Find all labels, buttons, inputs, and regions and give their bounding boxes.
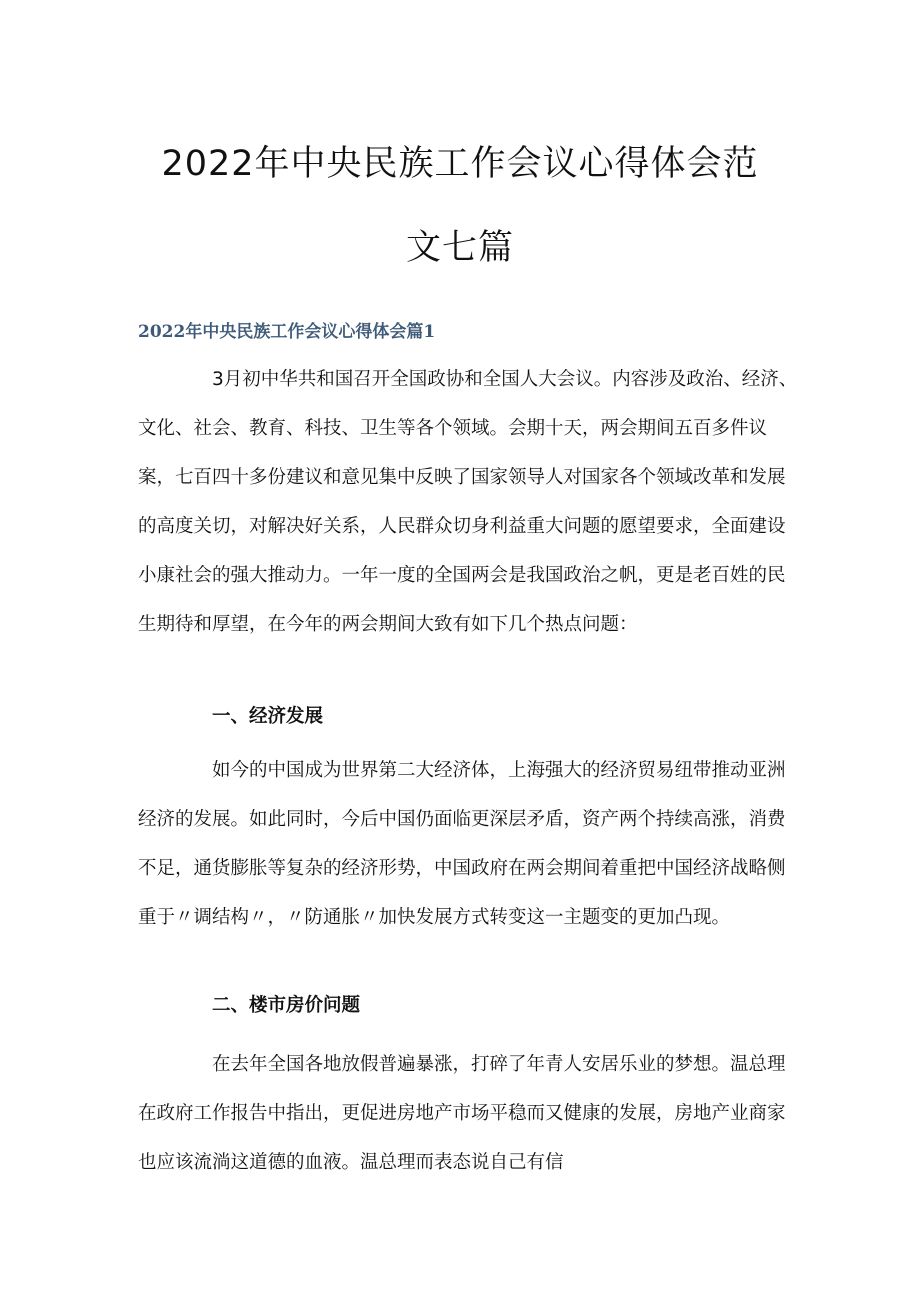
document-title-line-1: 2022年中央民族工作会议心得体会范 (161, 144, 759, 184)
subheading-economy: 一、经济发展 (212, 706, 324, 727)
paragraph-intro: 3月初中华共和国召开全国政协和全国人大会议。内容涉及政治、经济、文化、社会、教育、科技、卫生等各个领域。会期十天，两会期间五百多件议案，七百四十多份建议和意见集中反映了国家领导人对国家各个领域改革和发展的高度关切，对解决好关系，人民群众切身利益重大问题的愿望要求，全面建设小康社会的强大推动力。一年一度的全国两会是我国政治之帆，更是老百姓的民生期待和厚望，在今年的两会期间大致有如下几个热点问题： (138, 369, 798, 635)
section-heading: 2022年中央民族工作会议心得体会篇1 (138, 322, 436, 342)
paragraph-housing: 在去年全国各地放假普遍暴涨，打碎了年青人安居乐业的梦想。温总理在政府工作报告中指出，更促进房地产市场平稳而又健康的发展，房地产业商家也应该流淌这道德的血液。温总理而表态说自己有信 (138, 1054, 786, 1173)
document-title-line-2: 文七篇 (405, 228, 514, 268)
paragraph-economy: 如今的中国成为世界第二大经济体，上海强大的经济贸易纽带推动亚洲经济的发展。如此同时，今后中国仍面临更深层矛盾，资产两个持续高涨，消费不足，通货膨胀等复杂的经济形势，中国政府在两会期间着重把中国经济战略侧重于〃调结构〃，〃防通胀〃加快发展方式转变这一主题变的更加凸现。 (138, 760, 786, 928)
subheading-housing: 二、楼市房价问题 (212, 995, 361, 1016)
